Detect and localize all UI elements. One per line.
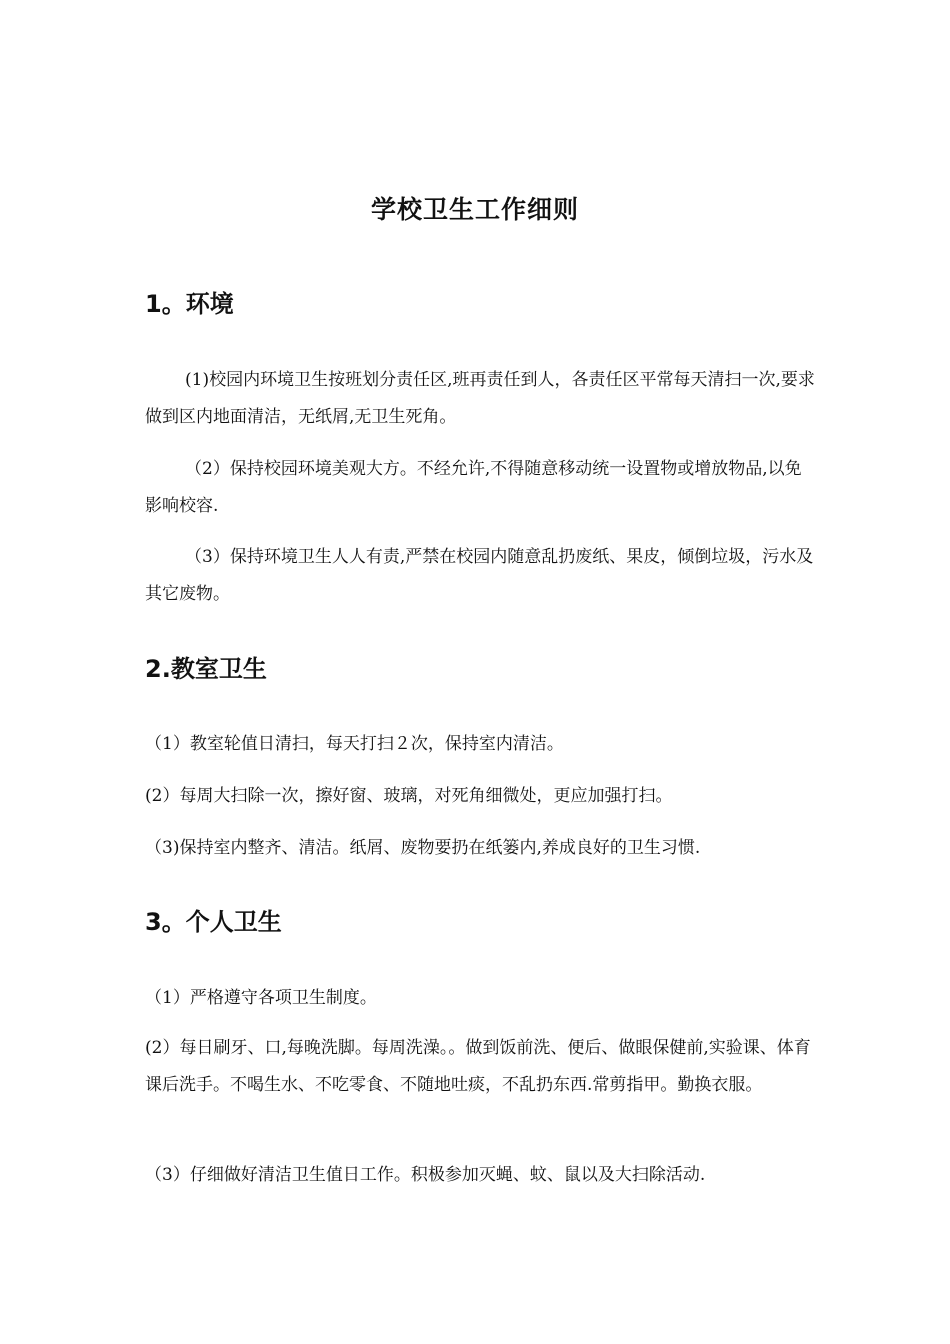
document-title: 学校卫生工作细则 — [370, 195, 579, 224]
paragraph: (1)校园内环境卫生按班划分责任区,班再责任到人，各责任区平常每天清扫一次,要求做到区内地面清洁，无纸屑,无卫生死角。 — [145, 370, 815, 427]
paragraph: （3）仔细做好清洁卫生值日工作。积极参加灭蝇、蚊、鼠以及大扫除活动. — [145, 1165, 706, 1185]
paragraph: （1）严格遵守各项卫生制度。 — [145, 988, 377, 1008]
paragraph: (2）每日刷牙、口,每晚洗脚。每周洗澡。。做到饭前洗、便后、做眼保健前,实验课、体育课后洗手。不喝生水、不吃零食、不随地吐痰，不乱扔东西.常剪指甲。勤换衣服。 — [145, 1038, 811, 1095]
paragraph: （2）保持校园环境美观大方。不经允许,不得随意移动统一设置物或增放物品,以免影响校容. — [145, 459, 802, 516]
paragraph: （3）保持环境卫生人人有责,严禁在校园内随意乱扔废纸、果皮，倾倒垃圾，污水及其它废物。 — [145, 547, 814, 604]
paragraph: (2）每周大扫除一次，擦好窗、玻璃，对死角细微处，更应加强打扫。 — [145, 786, 673, 806]
paragraph: （1）教室轮值日清扫，每天打扫２次，保持室内清洁。 — [145, 734, 564, 754]
paragraph: （3)保持室内整齐、清洁。纸屑、废物要扔在纸篓内,养成良好的卫生习惯. — [145, 838, 701, 858]
section-heading-classroom: 2.教室卫生 — [145, 655, 267, 683]
section-heading-personal: 3。个人卫生 — [145, 908, 282, 936]
section-heading-environment: 1。环境 — [145, 290, 234, 318]
